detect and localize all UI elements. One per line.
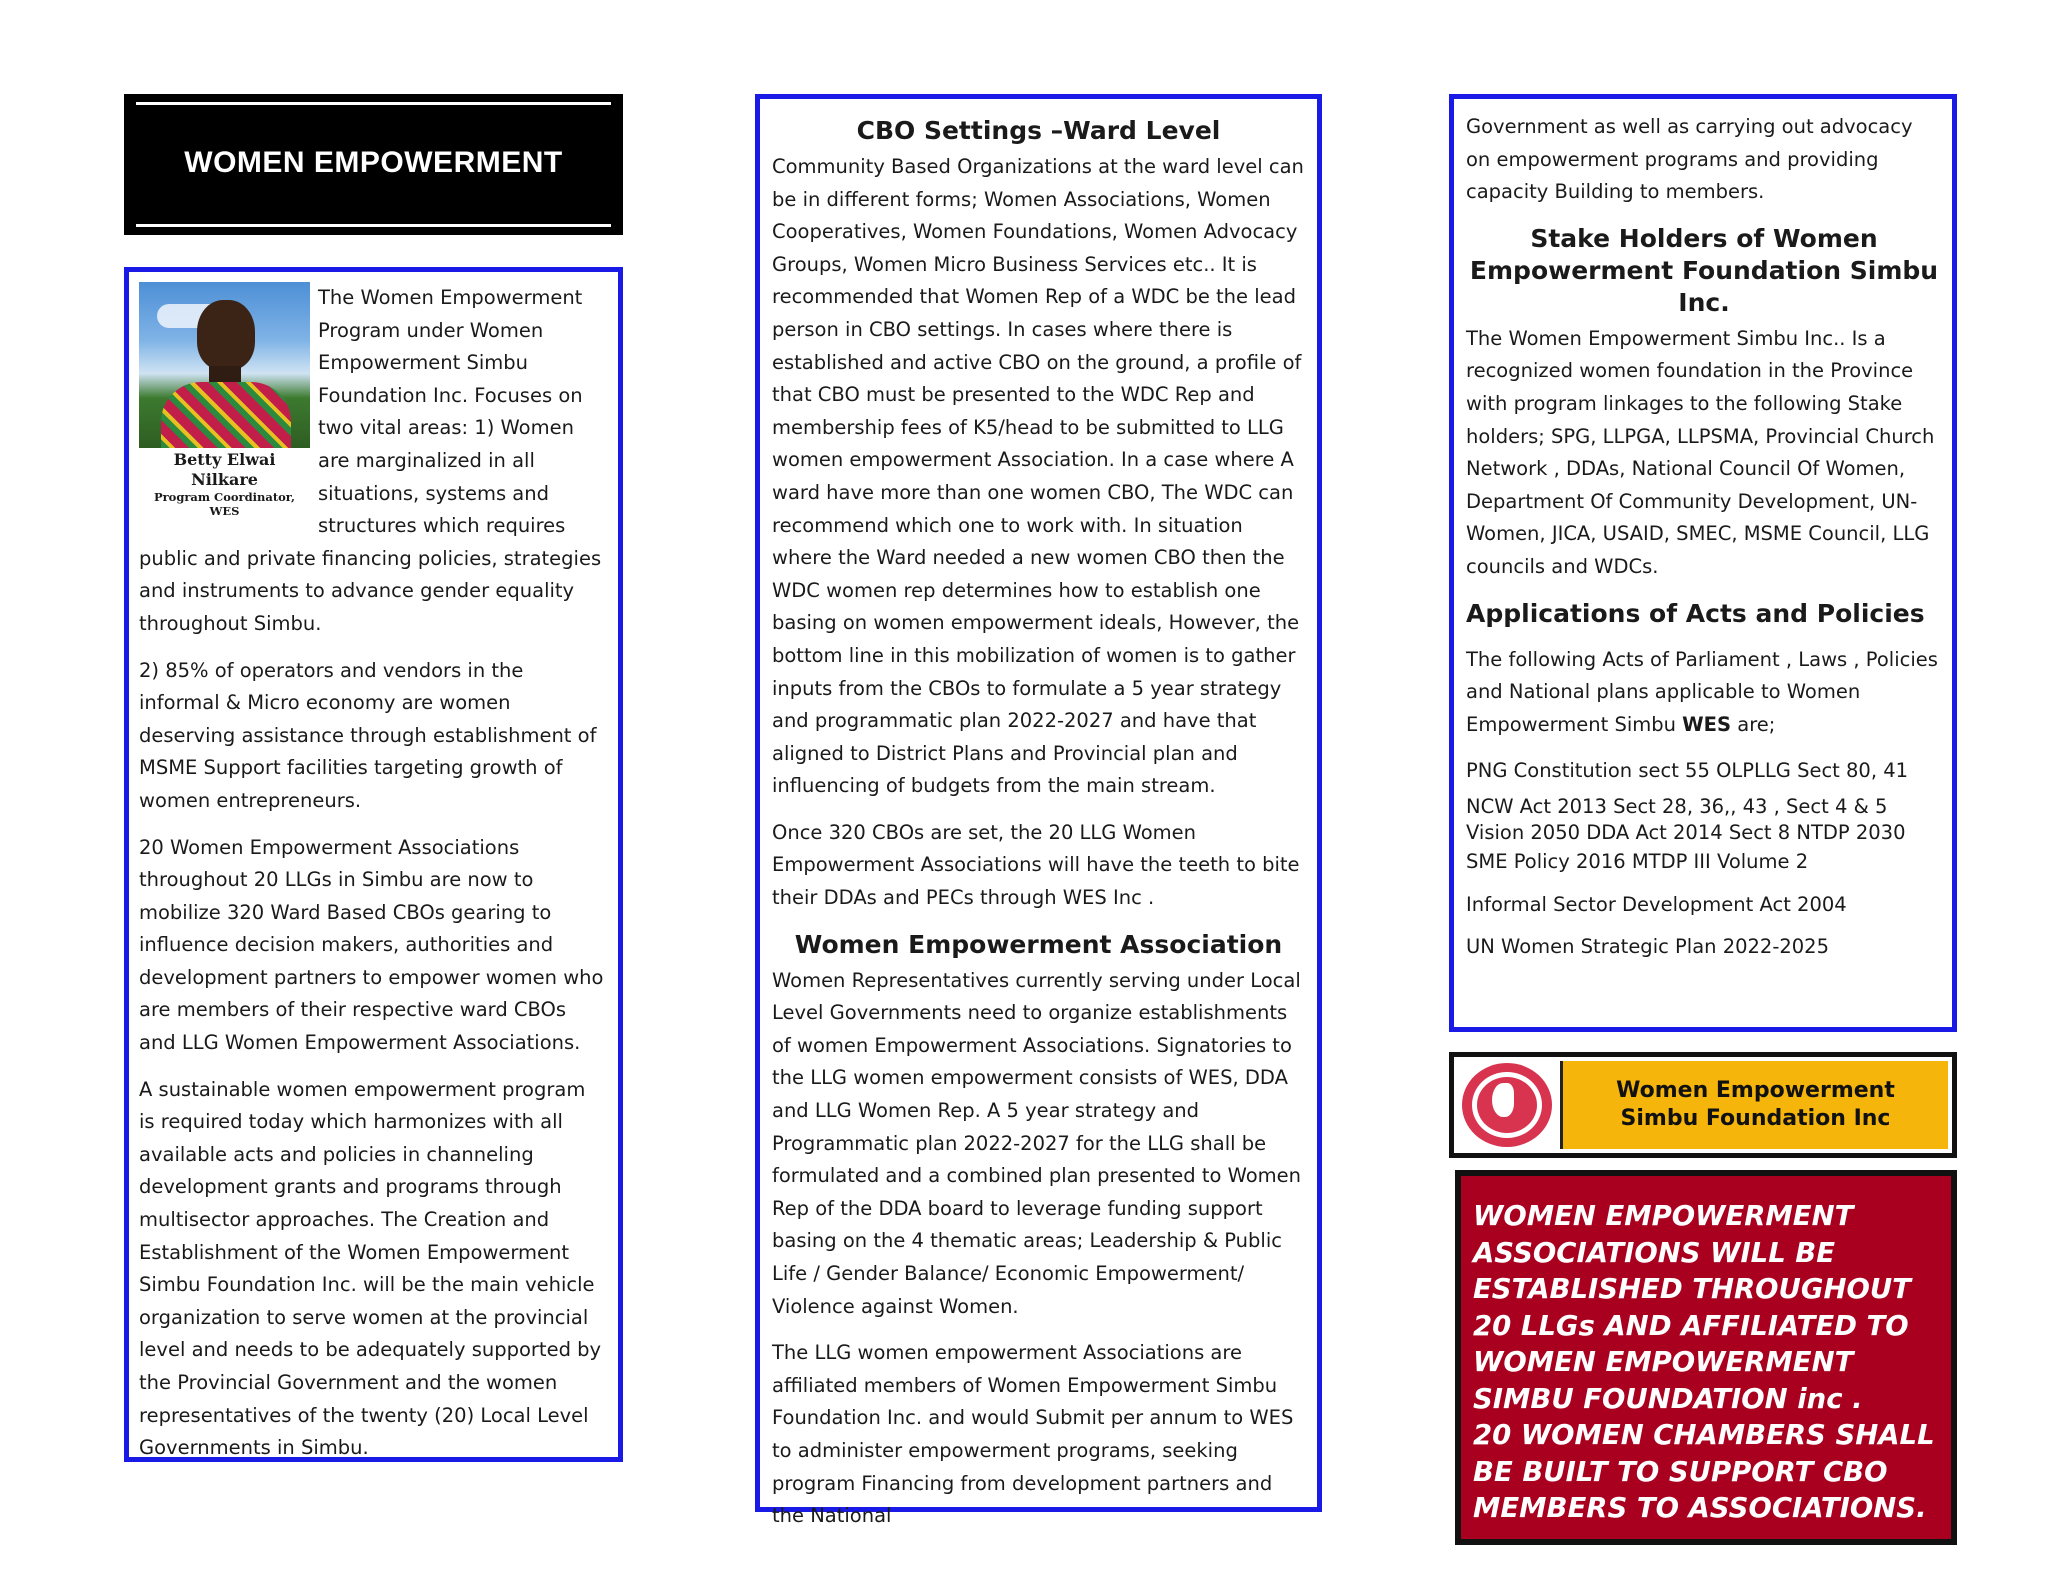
intro-paragraph-1: The Women Empowerment Program under Women Empowerment Simbu Foundation Inc. Focuses on two vital areas: 1) Women are marginalized in all situations, systems and structures which requires public and private financing policies, strategies and instruments to advance gender equality throughout Simbu. [139,286,602,635]
callout-line: WOMEN EMPOWERMENT [1473,1346,1854,1378]
acts-intro-end: are; [1731,712,1776,736]
coordinator-role: Program Coordinator, WES [153,490,296,518]
intro-panel [124,267,623,1462]
bottom-rule [136,224,611,227]
coordinator-photo [139,282,310,448]
acts-list [1466,755,1942,963]
intro-paragraph-3: 20 Women Empowerment Associations throughout 20 LLGs in Simbu are now to mobilize 320 Ward Based CBOs gearing to influence decision makers, authorities and development partners to empower women who are members of their respective ward CBOs and LLG Women Empowerment Associations. [139,835,604,1055]
intro-paragraph-4: A sustainable women empowerment program is required today which harmonizes with all available acts and policies in channeling development grants and programs through multisector approaches. The Creation and Establishment of the Women Empowerment Simbu Foundation Inc. will be the main vehicle organization to serve women at the provincial level and needs to be adequately supported by the Provincial Government and the women representatives of the twenty (20) Local Level Governments in Simbu. [139,1077,602,1460]
acts-intro [1466,644,1942,742]
act-item: SME Policy 2016 MTDP III Volume 2 [1466,849,1809,873]
callout-line: WOMEN EMPOWERMENT [1473,1200,1854,1232]
act-item: NCW Act 2013 Sect 28, 36,, 43 , Sect 4 & 5 [1466,794,1888,818]
cbo-paragraph-2: Once 320 CBOs are set, the 20 LLG Women Empowerment Associations will have the teeth to bite their DDAs and PECs through WES Inc . [772,820,1300,910]
woman-profile-logo-icon [1462,1063,1552,1147]
association-heading: Women Empowerment Association [794,929,1283,959]
foundation-name-label [1560,1061,1948,1149]
top-rule [136,102,611,105]
foundation-name-line-1: Women Empowerment [1616,1078,1895,1103]
page-title: WOMEN EMPOWERMENT [184,146,563,179]
intro-paragraph-2: 2) 85% of operators and vendors in the informal & Micro economy are women deserving assistance through establishment of MSME Support facilities targeting growth of women entrepreneurs. [139,658,597,812]
callout-line: 20 WOMEN CHAMBERS SHALL [1473,1419,1935,1451]
associations-callout [1455,1170,1957,1545]
callout-line: SIMBU FOUNDATION inc . [1473,1382,1863,1415]
stakeholders-heading: Stake Holders of Women Empowerment Foundation Simbu Inc. [1469,223,1939,317]
association-paragraph-2: The LLG women empowerment Associations are affiliated members of Women Empowerment Simbu Foundation Inc. and would Submit per annum to WES to administer empowerment programs, seeking program Financing from development partners and the National [772,1341,1294,1528]
title-block [124,94,623,235]
act-item: PNG Constitution sect 55 OLPLLG Sect 80, 41 [1466,759,1909,783]
callout-line: BE BUILT TO SUPPORT CBO [1473,1455,1888,1488]
association-paragraph-1: Women Representatives currently serving under Local Level Governments need to organize establishments of women Empowerment Associations. Signatories to the LLG women empowerment consists of WES, DDA and LLG Women Rep. A 5 year strategy and Programmatic plan 2022-2027 for the LLG shall be formulated and a combined plan presented to Women Rep of the DDA board to leverage funding support basing on the 4 thematic areas; Leadership & Public Life / Gender Balance/ Economic Empowerment/ Violence against Women. [772,968,1302,1318]
stakeholders-panel [1449,94,1957,1032]
acts-intro-wes: WES [1682,712,1732,736]
stakeholders-paragraph: The Women Empowerment Simbu Inc.. Is a recognized women foundation in the Province with program linkages to the following Stake holders; SPG, LLPGA, LLPSMA, Provincial Church Network , DDAs, National Council Of Women, Department Of Community Development, UN-Women, JICA, USAID, SMEC, MSME Council, LLG councils and WDCs. [1466,326,1935,578]
photo-body [161,382,291,448]
cbo-paragraph-1: Community Based Organizations at the ward level can be in different forms; Women Associations, Women Cooperatives, Women Foundations, Women Advocacy Groups, Women Micro Business Services etc.. It is recommended that Women Rep of a WDC be the lead person in CBO settings. In cases where there is established and active CBO on the ground, a profile of that CBO must be presented to the WDC Rep and membership fees of K5/head to be submitted to LLG women empowerment Association. In a case where A ward have more than one women CBO, The WDC can recommend which one to work with. In situation where the Ward needed a new women CBO then the WDC women rep determines how to establish one basing on women empowerment ideals, However, the bottom line in this mobilization of women is to gather inputs from the CBOs to formulate a 5 year strategy and programmatic plan 2022-2027 and have that aligned to District Plans and Provincial plan and influencing of budgets from the main stream. [772,155,1304,798]
act-item: Vision 2050 DDA Act 2014 Sect 8 NTDP 2030 [1466,820,1906,844]
photo-head [197,300,255,370]
photo-caption [139,450,310,518]
foundation-name-line-2: Simbu Foundation Inc [1620,1106,1891,1131]
callout-line: ASSOCIATIONS WILL BE [1473,1236,1836,1269]
foundation-logo-banner [1449,1052,1957,1158]
cbo-heading: CBO Settings –Ward Level [856,116,1221,145]
continued-paragraph: Government as well as carrying out advocacy on empowerment programs and providing capacity Building to members. [1466,115,1913,204]
act-item: UN Women Strategic Plan 2022-2025 [1466,935,1829,959]
callout-line: ESTABLISHED THROUGHOUT [1473,1273,1911,1305]
act-item: Informal Sector Development Act 2004 [1466,892,1847,916]
acts-heading: Applications of Acts and Policies [1466,598,1925,628]
logo-face [1492,1083,1514,1117]
cbo-panel [755,94,1322,1528]
acts-intro-text: The following Acts of Parliament , Laws , Policies and National plans applicable to Women Empowerment Simbu [1466,647,1938,736]
callout-line: MEMBERS TO ASSOCIATIONS. [1473,1492,1927,1524]
callout-line: 20 LLGs AND AFFILIATED TO [1473,1309,1909,1342]
coordinator-name: Betty Elwai Nilkare [173,450,276,489]
